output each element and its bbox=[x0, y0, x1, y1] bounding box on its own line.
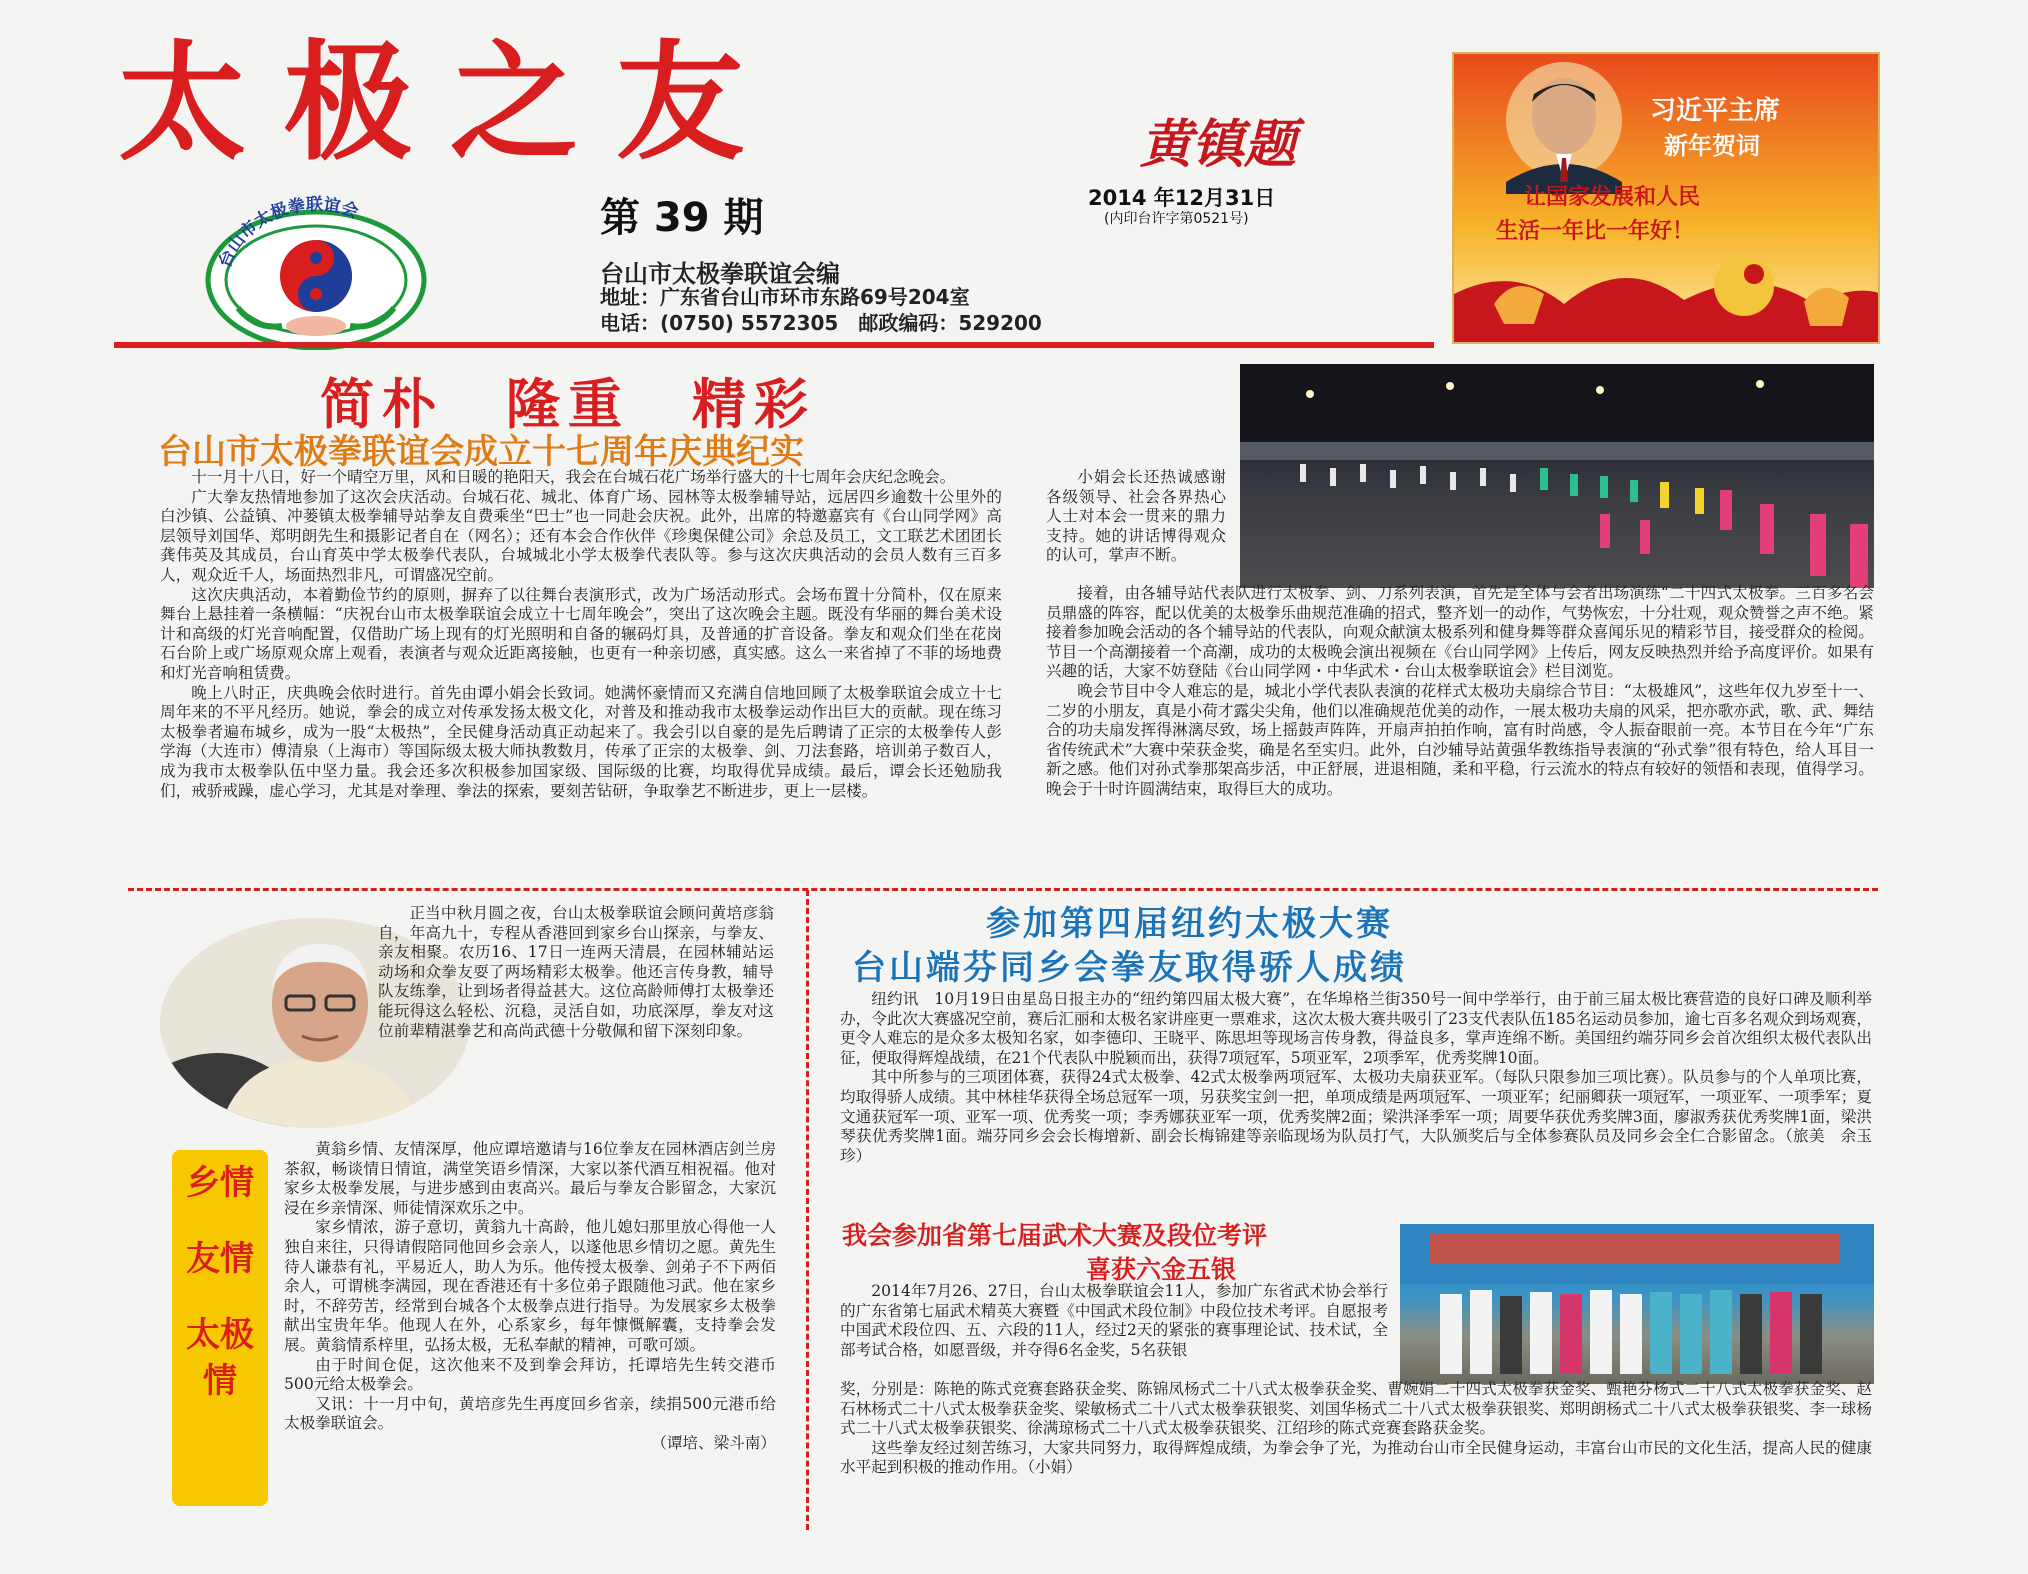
article4-paragraph: 2014年7月26、27日，台山太极拳联谊会11人，参加广东省武术协会举行的广东省第七届武术精英大赛暨《中国武术段位制》中段位技术考评。自愿报考中国武术段位四、五、六段的11人，经过2天的紧张的赛事理论试、技术试，全部考试合格，如愿晋级，并夺得6名金奖，5名获银 bbox=[840, 1282, 1388, 1359]
sidebar-word: 友情 bbox=[186, 1239, 254, 1279]
poster-line-3: 让国家发展和人民 bbox=[1524, 185, 1701, 210]
article3-paragraph: 纽约讯 10月19日由星岛日报主办的“纽约第四届太极大赛”，在华埠格兰街350号一间中学举行，由于前三届太极比赛营造的良好口碑及顺利举办，令此次大赛盛况空前，赛后汇丽和太极名家讲座更一票难求，这次太极大赛共吸引了23支代表队伍185名运动员参加，逾七百多名观众到场观赛，更令人难忘的是众多太极知名家，如李德印、王晓平、陈思坦等现场言传身教，得益良多，掌声连绵不断。美国纽约端芬同乡会首次组织太极代表队出征，便取得辉煌战绩，在21个代表队中脱颖而出，获得7项冠军，5项亚军，2项季军，优秀奖牌10面。 bbox=[840, 990, 1872, 1067]
article1-left-column bbox=[160, 468, 1002, 878]
issue-number: 第 39 期 bbox=[600, 195, 764, 241]
article4-top-text bbox=[840, 1282, 1388, 1382]
article4-headline-1: 我会参加省第七届武术大赛及段位考评 bbox=[842, 1221, 1268, 1250]
article2-paragraph: 由于时间仓促，这次他来不及到拳会拜访，托谭培先生转交港币500元给太极拳会。 bbox=[284, 1355, 776, 1394]
performance-photo bbox=[1240, 364, 1874, 588]
poster-line-1: 习近平主席 bbox=[1650, 96, 1781, 126]
group-photo bbox=[1400, 1224, 1874, 1384]
article3-paragraph: 其中所参与的三项团体赛，获得24式太极拳、42式太极拳两项冠军、太极功夫扇获亚军。（每队只限参加三项比赛）。队员参与的个人单项比赛，均取得骄人成绩。其中林桂华获得全场总冠军一项，另获奖宝剑一把，单项成绩是两项冠军、一项亚军；纪丽卿获一项冠军，一项亚军、一项季军；夏文通获冠军一项、亚军一项、优秀奖一项；李秀娜获亚军一项，优秀奖牌2面；梁洪泽季军一项；周要华获优秀奖牌3面，廖淑秀获优秀奖牌1面，梁洪琴获优秀奖牌1面。端芬同乡会会长梅增新、副会长梅锦建等亲临现场为队员打气，大队颁奖后与全体参赛队员及同乡会全仁合影留念。（旅美 余玉珍） bbox=[840, 1068, 1872, 1165]
article2-paragraph: 黄翁乡情、友情深厚，他应谭培邀请与16位拳友在园林酒店剑兰房茶叙，畅谈情日情谊，满堂笑语乡情深，大家以茶代酒互相祝福。他对家乡太极拳发展，与进步感到由衷高兴。最后与拳友合影留念，大家沉浸在乡亲情深、师徒情深欢乐之中。 bbox=[284, 1140, 776, 1217]
article3-body bbox=[840, 990, 1872, 1202]
article1-paragraph: 接着，由各辅导站代表队进行太极拳、剑、刀系列表演，首先是全体与会者出场演练“二十四式太极拳。三百多名会员鼎盛的阵容，配以优美的太极拳乐曲规范准确的招式，整齐划一的动作，气势恢宏，十分壮观，观众赞誉之声不绝。紧接着参加晚会活动的各个辅导站的代表队，向观众献演太极系列和健身舞等群众喜闻乐见的精彩节目，接受群众的检阅。节目一个高潮接着一个高潮，成功的太极晚会演出视频在《台山同学网》上传后，网友反映热烈并给予高度评价。如果有兴趣的话，大家不妨登陆《台山同学网・中华武术・台山太极拳联谊会》栏目浏览。 bbox=[1046, 584, 1874, 681]
article2-paragraph: 又讯：十一月中旬，黄培彦先生再度回乡省亲，续捐500元港币给太极拳联谊会。 bbox=[284, 1394, 776, 1433]
sidebar-word: 乡情 bbox=[186, 1163, 254, 1203]
logo-text: 台山市太极拳联谊会 bbox=[214, 194, 361, 271]
article2-paragraph: 家乡情浓，游子意切，黄翁九十高龄，他儿媳妇那里放心得他一人独自来往，只得请假陪同他回乡会亲人，以遂他思乡情切之愿。黄先生待人谦恭有礼，平易近人，助人为乐。他传授太极拳、剑弟子不下两佰余人，可谓桃李满园，现在香港还有十多位弟子跟随他习武。他在家乡时，不辞劳苦，经常到台城各个太极拳点进行指导。为发展家乡太极拳献出宝贵年华。他现人在外，心系家乡，每年慷慨解囊，支持拳会发展。黄翁情系梓里，弘扬太极，无私奉献的精神，可歌可颂。 bbox=[284, 1218, 776, 1354]
section-divider-horizontal bbox=[128, 888, 1878, 891]
article1-right-column bbox=[1046, 584, 1874, 878]
address-line: 地址：广东省台山市环市东路69号204室 bbox=[600, 285, 970, 309]
masthead-title: 太极之友 bbox=[118, 29, 783, 178]
article1-paragraph: 十一月十八日，好一个晴空万里，风和日暖的艳阳天，我会在台城石花广场举行盛大的十七周年会庆纪念晚会。 bbox=[191, 468, 956, 486]
article4-headline-2: 喜获六金五银 bbox=[1086, 1255, 1237, 1284]
article1-paragraph: 晚会节目中令人难忘的是，城北小学代表队表演的花样式太极功夫扇综合节目：“太极雄风”，这些年仅九岁至十一、二岁的小朋友，真是小荷才露尖尖角，他们以准确规范优美的动作，一展太极功夫扇的风采，把亦歌亦武，歌、武、舞结合的功夫扇发挥得淋漓尽致，场上摇鼓声阵阵，开扇声拍拍作响，富有时尚感，令人振奋眼前一亮。本节目在今年“广东省传统武术”大赛中荣获金奖，确是名至实归。此外，白沙辅导站黄强华教练指导表演的“孙式拳”很有特色，给人耳目一新之感。他们对孙式拳那架高步活，中正舒展，进退相随，柔和平稳，行云流水的特点有较好的领悟和表现，值得学习。晚会于十时许圆满结束，取得巨大的成功。 bbox=[1046, 681, 1874, 798]
article4-paragraph: 奖，分别是：陈艳的陈式竞赛套路获金奖、陈锦凤杨式二十八式太极拳获金奖、曹婉娟二十四式太极拳获金奖、甄艳芬杨式二十八式太极拳获金奖、赵石林杨式二十八式太极拳获金奖、梁敏杨式二十八式太极拳获银奖、刘国华杨式二十八式太极拳获银奖、郑明朗杨式二十八式太极拳获银奖、李一球杨式二十八式太极拳获银奖、徐满琼杨式二十八式太极拳获银奖、江绍珍的陈式竞赛套路获金奖。 bbox=[840, 1380, 1872, 1438]
masthead-divider bbox=[114, 342, 1434, 348]
group-photo-icon bbox=[1400, 1224, 1874, 1384]
article2-body bbox=[160, 1140, 776, 1460]
logo-emblem-icon bbox=[186, 180, 446, 350]
article2-byline: （谭培、梁斗南） bbox=[651, 1433, 776, 1452]
article3-headline-1: 参加第四届纽约太极大赛 bbox=[986, 904, 1393, 944]
sidebar-word: 太极情 bbox=[186, 1315, 254, 1401]
performance-scene-icon bbox=[1240, 364, 1874, 588]
article2-paragraph: 正当中秋月圆之夜，台山太极拳联谊会顾问黄培彦翁自，年高九十，专程从香港回到家乡台山探亲，与拳友、亲友相聚。农历16、17日一连两天清晨，在园林辅站运动场和众拳友耍了两场精彩太极拳。他还言传身教，辅导队友练拳，让到场者得益甚大。这位高龄师傅打太极拳还能玩得这么轻松、沉稳，灵活自如，功底深厚，拳友对这位前辈精湛拳艺和高尚武德十分敬佩和留下深刻印象。 bbox=[378, 904, 774, 1040]
poster-line-2: 新年贺词 bbox=[1664, 132, 1760, 160]
association-logo bbox=[186, 180, 446, 350]
article1-right-top-column bbox=[1046, 468, 1226, 593]
new-year-poster bbox=[1452, 52, 1880, 344]
section-divider-vertical bbox=[806, 890, 809, 1530]
issue-permit: (内印台许字第0521号) bbox=[1104, 211, 1249, 227]
article3-headline-2: 台山端芬同乡会拳友取得骄人成绩 bbox=[852, 948, 1407, 988]
editor-line: 台山市太极拳联谊会编 bbox=[600, 260, 840, 288]
article1-subheadline: 台山市太极拳联谊会成立十七周年庆典纪实 bbox=[158, 432, 804, 472]
address-block bbox=[600, 284, 1042, 336]
article1-headline: 简朴 隆重 精彩 bbox=[320, 373, 816, 436]
article1-paragraph: 晚上八时正，庆典晚会依时进行。首先由谭小娟会长致词。她满怀豪情而又充满自信地回顾了太极拳联谊会成立十七周年来的不平凡经历。她说，拳会的成立对传承发扬太极文化，对普及和推动我市太极拳运动作出巨大的贡献。现在练习太极拳者遍布城乡，成为一股“太极热”，全民健身活动真正动起来了。我会引以自豪的是先后聘请了正宗的太极拳传人彭学海（大连市）傅清泉（上海市）等国际级太极大师执教数月，传承了正宗的太极拳、剑、刀法套路，培训弟子数百人，成为我市太极拳队伍中坚力量。我会还多次积极参加国家级、国际级的比赛，均取得优异成绩。最后，谭会长还勉励我们，戒骄戒躁，虚心学习，尤其是对拳理、拳法的探索，要刻苦钻研，争取拳艺不断进步，更上一层楼。 bbox=[160, 683, 1002, 800]
issue-date: 2014 年12月31日 bbox=[1088, 186, 1276, 210]
article1-paragraph: 这次庆典活动，本着勤俭节约的原则，摒弃了以往舞台表演形式，改为广场活动形式。会场布置十分简朴，仅在原来舞台上悬挂着一条横幅：“庆祝台山市太极拳联谊会成立十七周年晚会”，突出了这次晚会主题。既没有华丽的舞台美术设计和高级的灯光音响配置，仅借助广场上现有的灯光照明和自备的辗码灯具，及普通的扩音设备。拳友和观众们坐在花岗石台阶上或广场原观众席上观看，表演者与观众近距离接触，也更有一种亲切感，真实感。这么一来省掉了不菲的场地费和灯光音响租赁费。 bbox=[160, 585, 1002, 682]
article2-top-text bbox=[378, 904, 774, 1154]
calligraphy-signature: 黄镇题 bbox=[1140, 114, 1297, 175]
phone-line: 电话：(0750) 5572305 邮政编码：529200 bbox=[600, 311, 1042, 335]
poster-line-4: 生活一年比一年好！ bbox=[1496, 219, 1695, 244]
article4-paragraph: 这些拳友经过刻苦练习，大家共同努力，取得辉煌成绩，为拳会争了光，为推动台山市全民健身运动，丰富台山市民的文化生活，提高人民的健康水平起到积极的推动作用。（小娟） bbox=[840, 1438, 1872, 1477]
article4-body bbox=[840, 1380, 1872, 1536]
article1-paragraph: 小娟会长还热诚感谢各级领导、社会各界热心人士对本会一贯来的鼎力支持。她的讲话博得观众的认可，掌声不断。 bbox=[1046, 468, 1226, 565]
article1-paragraph: 广大拳友热情地参加了这次会庆活动。台城石花、城北、体育广场、园林等太极拳辅导站，远居四乡逾数十公里外的白沙镇、公益镇、冲蒌镇太极拳辅导站拳友自费乘坐“巴士”也一同赴会庆祝。此外，出席的特邀嘉宾有《台山同学网》高层领导刘国华、郑明朗先生和摄影记者自在（网名）；还有本会合作伙伴《珍奥保健公司》余总及员工，文工联艺术团团长龚伟英及其成员，台山育英中学太极拳代表队，台城城北小学太极拳代表队等。参与这次庆典活动的会员人数有三百多人，观众近千人，场面热烈非凡，可谓盛况空前。 bbox=[160, 487, 1002, 584]
